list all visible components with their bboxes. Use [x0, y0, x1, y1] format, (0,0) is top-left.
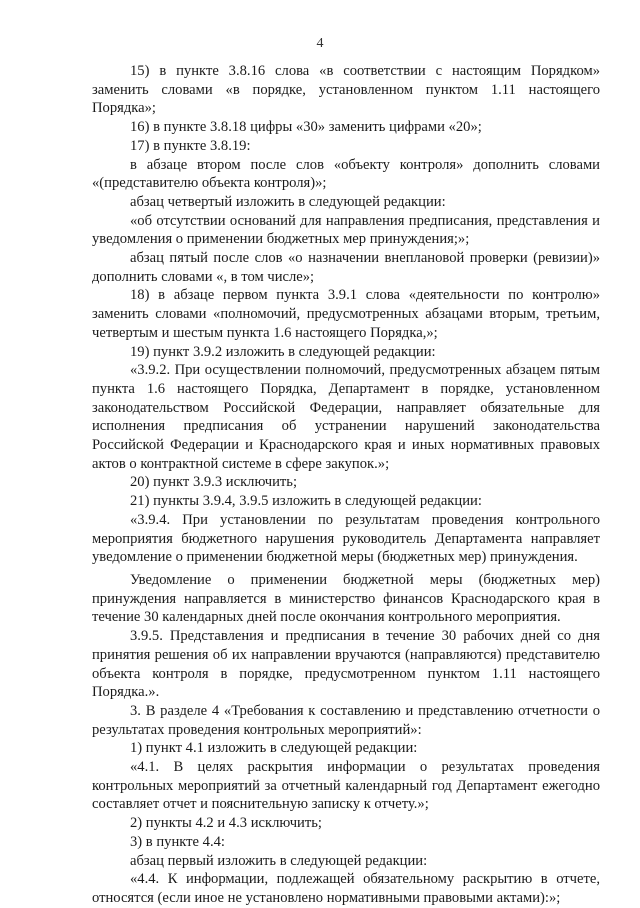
paragraph: Уведомление о применении бюджетной меры (бюджетных мер) принуждения направляется в министерство финансов Краснодарского края в течение 30 календарных дней после окончания контрольного мероприятия.: [92, 571, 600, 626]
paragraph: «3.9.4. При установлении по результатам проведения контрольного мероприятия бюджетного нарушения руководитель Департамента направляет уведомление о применении бюджетной меры (бюджетных мер) принуждения.: [92, 511, 600, 566]
paragraph: 20) пункт 3.9.3 исключить;: [130, 474, 298, 491]
paragraph: 21) пункты 3.9.4, 3.9.5 изложить в следующей редакции:: [130, 493, 482, 510]
paragraph: 17) в пункте 3.8.19:: [130, 137, 251, 154]
paragraph: «4.1. В целях раскрытия информации о результатах проведения контрольных мероприятий за отчетный календарный год Департамент ежегодно составляет отчет и пояснительную записку к отчету.»;: [92, 759, 600, 813]
paragraph: «3.9.2. При осуществлении полномочий, предусмотренных абзацем пятым пункта 1.6 настоящего Порядка, Департамент в порядке, установленном законодательством Российской Федерации, направляет обязательные для исполнения предписания об устранении нарушений законодательства Российской Федерации и Краснодарского края и иных нормативных правовых актов о контрактной системе в сфере закупок.»;: [92, 362, 600, 472]
paragraph: 3. В разделе 4 «Требования к составлению и представлению отчетности о результатах проведения контрольных мероприятий»:: [92, 702, 600, 738]
paragraph: 2) пункты 4.2 и 4.3 исключить;: [130, 815, 322, 832]
paragraph: «об отсутствии оснований для направления предписания, представления и уведомления о применении бюджетных мер принуждения;»;: [92, 212, 600, 248]
paragraph: 3) в пункте 4.4:: [130, 833, 225, 850]
paragraph: в абзаце втором после слов «объекту контроля» дополнить словами «(представителю объекта контроля)»;: [92, 156, 600, 192]
page-number: 4: [316, 36, 324, 51]
paragraph: 19) пункт 3.9.2 изложить в следующей редакции:: [130, 343, 436, 360]
paragraph: 1) пункт 4.1 изложить в следующей редакции:: [130, 740, 418, 757]
paragraph: 15) в пункте 3.8.16 слова «в соответствии с настоящим Порядком» заменить словами «в порядке, установленном пунктом 1.11 настоящего Порядка»;: [92, 63, 600, 117]
paragraph: абзац первый изложить в следующей редакции:: [130, 852, 428, 869]
paragraph: 3.9.5. Представления и предписания в течение 30 рабочих дней со дня принятия решения об их направлении вручаются (направляются) представителю объекта контроля в порядке, предусмотренном пунктом 1.11 настоящего Порядка.».: [92, 628, 600, 701]
document-body: [92, 62, 600, 908]
paragraph: «4.4. К информации, подлежащей обязательному раскрытию в отчете, относятся (если иное не установлено нормативными правовыми актами):»;: [92, 871, 600, 906]
paragraph: абзац пятый после слов «о назначении внеплановой проверки (ревизии)» дополнить словами «, в том числе»;: [92, 250, 600, 285]
paragraph: абзац четвертый изложить в следующей редакции:: [130, 193, 446, 210]
paragraph: 18) в абзаце первом пункта 3.9.1 слова «деятельности по контролю» заменить словами «полномочий, предусмотренных абзацами вторым, третьим, четвертым и шестым пункта 1.6 настоящего Порядка,»;: [92, 287, 600, 341]
paragraph: 16) в пункте 3.8.18 цифры «30» заменить цифрами «20»;: [130, 119, 482, 136]
